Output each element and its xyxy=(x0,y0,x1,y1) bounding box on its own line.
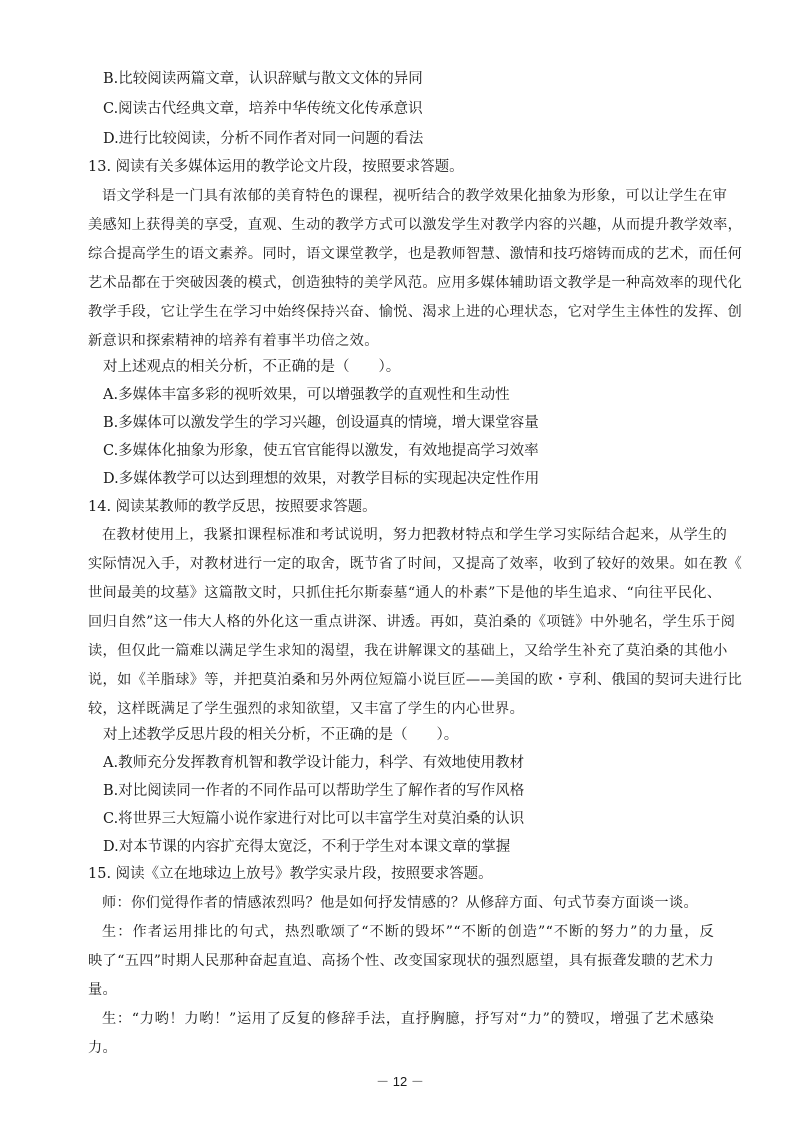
q15-student-line: 映了“五四”时期人民那种奋起直追、高扬个性、改变国家现状的强烈愿望，具有振聋发聩的艺术力 xyxy=(88,953,714,969)
q14-passage-line: 实际情况入手，对教材进行一定的取舍，既节省了时间，又提高了效率，收到了较好的效果。如在教《 xyxy=(88,556,743,572)
q12-option-c: C.阅读古代经典文章，培养中华传统文化传承意识 xyxy=(103,101,423,117)
q13-passage-line: 语文学科是一门具有浓郁的美育特色的课程，视听结合的教学效果化抽象为形象，可以让学生在审 xyxy=(102,188,728,204)
q15-student-line: 生：作者运用排比的句式，热烈歌颂了“不断的毁坏”“不断的创造”“不断的努力”的力量，反 xyxy=(102,924,714,940)
q13-prompt: 对上述观点的相关分析，不正确的是（ ）。 xyxy=(103,359,401,375)
q14-prompt: 对上述教学反思片段的相关分析，不正确的是（ ）。 xyxy=(103,727,459,743)
q13-option-b: B.多媒体可以激发学生的学习兴趣，创设逼真的情境，增大课堂容量 xyxy=(103,415,539,431)
q14-passage-line: 较，这样既满足了学生强烈的求知欲望，又丰富了学生的内心世界。 xyxy=(88,701,525,717)
q14-passage-line: 世间最美的坟墓》这篇散文时，只抓住托尔斯泰墓“通人的朴素”下是他的毕生追求、“向往平民化、 xyxy=(88,585,722,601)
q13-option-d: D.多媒体教学可以达到理想的效果，对教学目标的实现起决定性作用 xyxy=(103,471,540,487)
q14-passage-line: 读，但仅此一篇难以满足学生求知的渴望，我在讲解课文的基础上，又给学生补充了莫泊桑的其他小 xyxy=(88,643,728,659)
q12-option-b: B.比较阅读两篇文章，认识辞赋与散文文体的异同 xyxy=(103,71,423,87)
q14-passage-line: 在教材使用上，我紧扣课程标准和考试说明，努力把教材特点和学生学习实际结合起来，从学生的 xyxy=(102,527,728,543)
q13-passage-line: 新意识和探索精神的培养有着事半功倍之效。 xyxy=(88,333,379,349)
q14-heading: 14. 阅读某教师的教学反思，按照要求答题。 xyxy=(88,499,377,515)
q14-option-b: B.对比阅读同一作者的不同作品可以帮助学生了解作者的写作风格 xyxy=(103,783,525,799)
page-number: － 12 － xyxy=(376,1074,424,1089)
q12-option-d: D.进行比较阅读，分析不同作者对同一问题的看法 xyxy=(103,131,424,147)
q13-passage-line: 美感知上获得美的享受，直观、生动的教学方式可以激发学生对教学内容的兴趣，从而提升教学效率， xyxy=(88,217,743,233)
q13-option-c: C.多媒体化抽象为形象，使五官官能得以激发，有效地提高学习效率 xyxy=(103,443,539,459)
q13-option-a: A.多媒体丰富多彩的视听效果，可以增强教学的直观性和生动性 xyxy=(103,387,510,403)
q15-teacher-line: 师：你们觉得作者的情感浓烈吗？他是如何抒发情感的？从修辞方面、句式节奏方面谈一谈。 xyxy=(102,895,699,911)
q14-passage-line: 说，如《羊脂球》等，并把莫泊桑和另外两位短篇小说巨匠——美国的欧・亨利、俄国的契诃夫进行比 xyxy=(88,672,743,688)
q13-passage-line: 教学手段，它让学生在学习中始终保持兴奋、愉悦、渴求上进的心理状态，它对学生主体性的发挥、创 xyxy=(88,304,743,320)
q13-passage-line: 艺术品都在于突破因袭的模式，创造独特的美学风范。应用多媒体辅助语文教学是一种高效率的现代化 xyxy=(88,275,743,291)
q13-heading: 13. 阅读有关多媒体运用的教学论文片段，按照要求答题。 xyxy=(88,159,464,175)
q14-option-a: A.教师充分发挥教育机智和教学设计能力，科学、有效地使用教材 xyxy=(103,755,525,771)
q14-option-d: D.对本节课的内容扩充得太宽泛，不利于学生对本课文章的掌握 xyxy=(103,839,511,855)
q13-passage-line: 综合提高学生的语文素养。同时，语文课堂教学，也是教师智慧、激情和技巧熔铸而成的艺术，而任何 xyxy=(88,246,743,262)
q14-passage-line: 回归自然”这一伟大人格的外化这一重点讲深、讲透。再如，莫泊桑的《项链》中外驰名，学生乐于阅 xyxy=(88,614,736,630)
q15-student-line: 力。 xyxy=(88,1040,118,1056)
q15-student-line: 量。 xyxy=(88,982,118,998)
q15-heading: 15. 阅读《立在地球边上放号》教学实录片段，按照要求答题。 xyxy=(88,866,493,882)
q15-student-line: 生：“力哟！力哟！”运用了反复的修辞手法，直抒胸臆，抒写对“力”的赞叹，增强了艺术感染 xyxy=(102,1011,714,1027)
q14-option-c: C.将世界三大短篇小说作家进行对比可以丰富学生对莫泊桑的认识 xyxy=(103,811,525,827)
